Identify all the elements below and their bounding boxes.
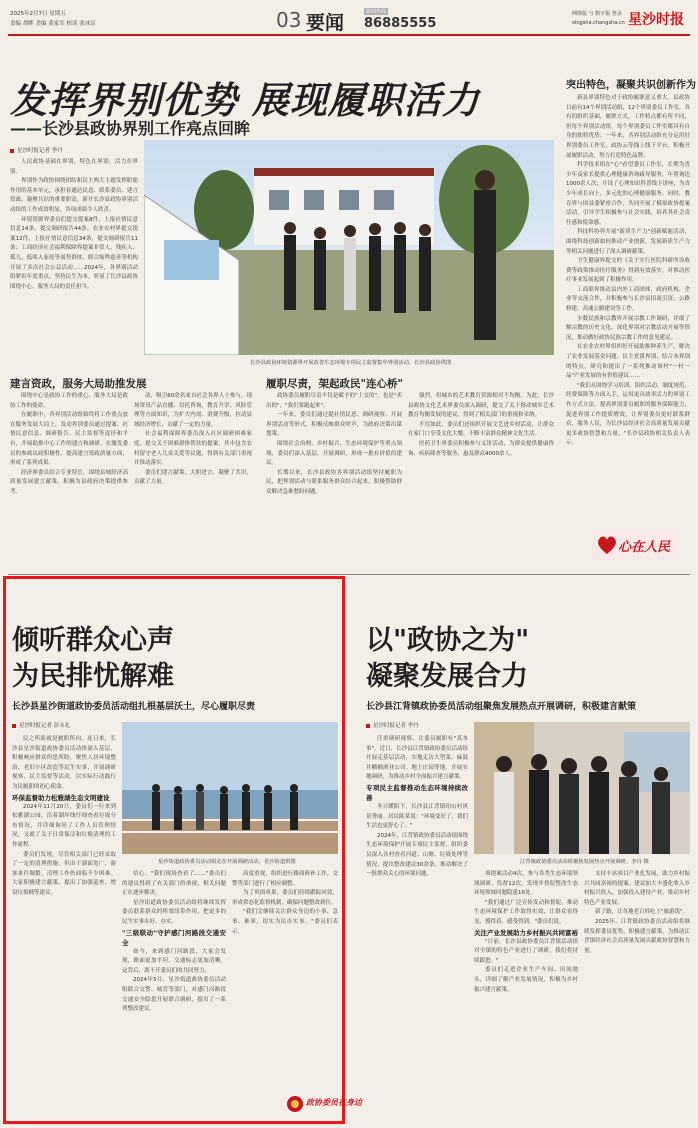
paragraph: 社会福利保障界委员深入社区调研困难家庭，提交关于困难群体帮扶的提案，其中包含农村留守老人儿童关爱等议题，得到有关部门重视并推动落实。 (134, 431, 252, 467)
masthead-editors: 责编 胡畔 美编 黄家军 校读 张冰洁 (10, 21, 96, 27)
cppcc-emblem-icon (286, 1095, 304, 1113)
paragraph: "我们会继续关注群众身边的小事、急事、难事，切实为民办实事。"委员们表示。 (232, 909, 338, 935)
section-title-left: 建言资政，服务大局助推发展 (10, 378, 147, 390)
paragraph: 冬日暖阳下，长沙县江背镇印山村风景秀丽。居民陈某说："环境变好了，我们生活也更舒心了。" (366, 803, 468, 830)
paragraph: 委员们发现，尽管相关部门已经采取了一定的清理措施，但由于湖面宽广，游客来往频繁，清理工作仍面临不少困难。大家积极建言献策，提出了加强巡查、增设垃圾桶等建议。 (12, 851, 116, 896)
page-divider (8, 574, 690, 575)
story-b-photo (474, 722, 690, 854)
paragraph: "我们通过广泛宣传发动和督促，推动生态环境保护工作取得实效，让群众看得见、摸得着、感受得到。"委员们说。 (474, 899, 578, 925)
section-left-col2 (134, 392, 252, 557)
paragraph: 科学技术组在"心"看望委员工作室，长期为青少年及家长提供心理健康咨询疏导服务，年帮询达1000余人次；开设了心理知识科普线下讲座，为青少年成长向上，多元化的心理健康服务。同时，教育界与团县委紧密合作，共同开展了模拟政协提案活动，引导学生积极参与社会实践，培养其社会责任感和使命感。 (566, 162, 690, 226)
paragraph: 一年来，委员们通过提社情民意、调研视察、开展界别活动等形式，积极反映群众呼声，为政府决策出谋划策。 (266, 412, 402, 438)
bullet-icon (366, 724, 370, 728)
story-a-title-1: 倾听群众心声 (12, 625, 174, 656)
paragraph: 2024年，江背镇政协委员活动组围绕生态环境保护开展专项民主监督，组织委员深入各村查看河道、山塘、垃圾处理等情况，提出整改建议30余条，推动解决了一批群众关心的环境问题。 (366, 832, 468, 878)
bullet-icon (12, 724, 16, 728)
badge-heart-people (592, 530, 676, 560)
story-b-subhead-1: 专项民主监督推动生态环境持续改善 (366, 783, 468, 802)
story-a-col2 (122, 870, 226, 1115)
paragraph: 2025年，江背镇政协委员活动组将继续发挥委员优势，积极建言献策，为推动江背镇经济社会高质量发展贡献政协智慧和力量。 (584, 918, 690, 954)
story-a-col1 (12, 735, 116, 1115)
section-left-col1 (10, 392, 128, 557)
paragraph: "目前，长沙县政协委员江背镇活动组对全镇的特色产业进行了调研，我们将持续跟进。" (474, 938, 578, 964)
story-a-photo-caption: 星沙街道政协委员活动组走在开展调研活动。星沙街道供图 (158, 859, 296, 865)
right-col-body (566, 94, 690, 546)
paragraph: 界别作为政协围绕团结和民主两大主题发挥职能作用的基本单元，承担着通达民意、联系委员、建言资政、凝聚共识的重要职责。新开长沙县政协界别活动组的工作成效明显，各项成绩令人欣喜。 (10, 178, 138, 213)
paragraph: 委员们建言献策，大胆进言，凝聚了共识，贡献了力量。 (134, 469, 252, 486)
masthead (0, 0, 698, 38)
logo-text: 政协委员在身边 (306, 1098, 362, 1107)
paragraph: 少数民族和宗教界开展宗教工作调研，详细了解宗教的历史文化，深化界别对宗教活动开展等情况，推动做好政协民族宗教工作的意见建议。 (566, 315, 690, 341)
paragraph: 在履职中，各界别活动组始终将工作重点放在服务发展大局上，发动界别委员通过提案、社情民意信息、调研报告、民主监督等途径和平台，开展助推中心工作的建言和调研，在激发委员的参政议政积极性、提高建言资政质量方面，形成了系列成果。 (10, 412, 128, 467)
paragraph: 项提案活动4次，参与各类生态环境领域调研、监督12次，发现并督促整改生态环境领域问题隐患16处。 (474, 871, 578, 897)
page-number: 03 (276, 8, 302, 32)
paragraph: "我们从围绕学习培训、组织活动、制度规范、经费保障等方面入手，运用更具效率活力的界别工作方式方法，提高界别委员履职的服务保障能力，促进界别工作提质增效，让界别委员更好联系群众，服务人民，为长沙县经济社会高质量发展贡献更多政协智慧和力量。"长沙县政协相关负责人表示。 (566, 382, 690, 447)
story-a-byline: 星沙时报记者 彭永礼 (12, 721, 70, 729)
masthead-rule (8, 34, 690, 36)
story-a-subtitle: 长沙县星沙街道政协委员活动组扎根基层沃土，尽心履职尽责 (12, 702, 256, 712)
paragraph: 工商联界推动县内外工商团体、政府机构，企业等交流合作，并积极参与长沙县招商引资、公路修建，高速公路建设等工作。 (566, 286, 690, 313)
paragraph: 经济界委员结合专业特长，围绕县域经济高质量发展建言献策，积极为县政府决策提供参考。 (10, 469, 128, 495)
story-b-photo-caption: 江背镇政协委员活动组聚焦发展热点开展调研。李丹 摄 (520, 859, 649, 865)
section-name: 要闻 (306, 12, 345, 34)
paragraph: 2024年5月，星沙街道政协委员活动组联合交警、城管等部门，对感门河路段交通安全隐患开展联合调研，提出了一系列整改建议。 (122, 977, 226, 1013)
right-col-title: 突出特色，凝聚共识创新作为 (566, 80, 696, 91)
newspaper-logo: 星沙时报 (628, 12, 684, 28)
paragraph: 新了路，让各地老百姓吃上"旅游饭"。 (595, 909, 689, 916)
paragraph: 委员们走进企业生产车间、田间地头，详细了解产业发展情况，积极为乡村振兴建言献策。 (474, 967, 578, 993)
lead-title: 发挥界别优势 展现履职活力 (10, 78, 480, 122)
story-a-subhead-2: "三级联动"守护感门河路段交通安全 (122, 928, 226, 947)
masthead-url: xingsha.changsha.cn (572, 20, 625, 26)
paragraph: 汪重调研视察，让委员履职有"真本事"。近日，长沙县江背镇政协委员活动组开展走基层活动，实地走访大型菜、麻鼓井棚桶酒业公司、地上庄园等地，开展实地调研，为推动乡村全面振兴建言献策。 (366, 736, 468, 781)
story-b-title-2: 凝聚发展合力 (366, 661, 528, 692)
paragraph: 在农业农村界组织好开展助推种养生产，解决了农业发展基金问题。民主党派界别，结合本界别的特点，研究和提出了一系列推动该村"一村一品"产业发展的有价值建议…… (566, 344, 690, 380)
paragraph: 如今，来到感门河路段，大家会发现，路面更加平坦，交通标志更加清晰。这背后，离不开委员们的共同努力。 (122, 948, 226, 974)
paragraph: 人民政协基础在界别，特色在界别，活力在界别。 (10, 159, 138, 175)
story-b-byline: 星沙时报记者 李丹 (366, 721, 419, 729)
hotline-number: 86885555 (364, 16, 437, 31)
story-b-col3 (584, 870, 690, 1115)
lead-photo (144, 140, 554, 355)
paragraph: 医药卫生界委员积极参与义诊活动，为群众提供健康咨询、疾病筛查等服务，惠及群众4000余人。 (408, 440, 554, 457)
paragraph: 新县界别特色对于政协履职意义重大。县政协目前有14个界别活动组，12个界别委员工作室，各有的组织基础，履职方式，工作特点都有所不同，但每个界别活动组，每个界别委员工作室都具有自身的独特优势。一年来，各界别活动组充分运用好界别委员工作室，政协云等线上线下平台，积极开展履职活动，努力打造特色品牌。 (566, 95, 690, 159)
story-a-col3 (232, 870, 338, 1092)
lead-intro (10, 158, 138, 346)
masthead-web: 网络版 与 数字报 登录 (572, 11, 622, 17)
paragraph: 强烈，但城乡的艺术教育资源相对不均衡。为此，长沙县政协文化艺术界委员深入调研，提交了关于推动城乡艺术教育均衡发展的建议，得到了相关部门的重视和采纳。 (408, 393, 554, 419)
paragraph: 信心。"我们现场查看了……"委员们的建议得到了有关部门的重视，相关问题正在逐步解决。 (122, 871, 226, 897)
paragraph: 星沙街道政协委员活动组将继续发挥委员联系群众的桥梁纽带作用，把更多的民生实事办好、办实。 (122, 899, 226, 925)
story-b-col2 (474, 870, 578, 1115)
paragraph: 民之所盼就是履职所向。连日来，长沙县星沙街道政协委员活动组深入基层，积极响应群众所思所盼，聚焦人居环境整治、老旧小区改造等民生实事，开展调研视察、民主监督等活动，以实际行动践行为民履职的初心使命。 (12, 736, 116, 790)
paragraph: 卫生健康界提交的《关于实行医院科研所设收费等政策推动医疗服务》得到有效落实，对推动医疗事业发展起到了积极作用。 (566, 258, 690, 284)
story-b-col1 (366, 735, 468, 1115)
story-b-title-1: 以"政协之为" (366, 625, 530, 656)
story-a-subhead-1: 环保监督助力松雅湖生态文明建设 (12, 793, 110, 802)
paragraph: 为了巩固成果，委员们持续跟踪问效，形成常态化监督机制，确保问题整改到位。 (232, 890, 338, 906)
section-mid-col1 (266, 392, 402, 557)
paragraph: 环境资源界委员们提交提案8件，上报社情民意信息14条，提交调研报告44条，农业农村界提交提案12件，上报社情民意信息34条，提交调研报告11条；工商经济社会福利保障界提案非常人，残疾人、孤儿、低收入家庭等弱势群体，联合缩鸣慈善等机构开展了多次社会公益活动……2024年，各界别活动组紧扣年度重点，坚持民生为本，彰显了长沙县政协围绕中心、服务大局的责任担当。 (10, 216, 138, 290)
paragraph: 围绕社会治理、乡村振兴、生态环境保护等重点领域，委员们深入基层，开展调研，形成一批有价值的建议。 (266, 440, 402, 467)
paragraph: 科技科协界开展"新质生产力"创新赋能活动，围绕科技创新如何推动产业创新，发展新质生产力等相关问题进行了深入调研献策。 (566, 229, 690, 255)
paragraph: 2024年11月20日，委员们一行来到松雅湖公园，沿着湖岸线仔细查看垃圾分布情况，并详细询问了工作人员管理情况，又就了关于日常保洁和垃圾清理的工作流程。 (12, 803, 116, 848)
lead-byline: 星沙时报记者 李丹 (10, 146, 63, 154)
paragraph: 动，吸引60余名来自社会各界人士参与，现场资讯产品直播、信托咨询，教育升学、风险管理等方面知识，为扩大内需、消费升级，拉动县域经济增长，贡献了一定的力量。 (134, 393, 252, 428)
paragraph: 长期以来，长沙县政协各界别活动组坚持履职为民，把界别活动与联系服务群众结合起来，积极帮助群众解决急难愁盼问题。 (266, 469, 402, 495)
section-title-mid: 履职尽责，架起政民"连心桥" (266, 378, 403, 390)
hotline-label: 新闻热线 (366, 9, 387, 15)
story-b-subtitle: 长沙县江背镇政协委员活动组聚焦发展热点开展调研，积极建言献策 (366, 702, 637, 712)
badge-label: 心在人民 (618, 540, 671, 555)
bullet-icon (10, 149, 14, 153)
story-a-title-2: 为民排忧解难 (12, 661, 174, 692)
section-mid-col2 (408, 392, 554, 557)
paragraph: 政协委员履职尽责不仅是赋予的"上交的"，也是"卖出的"，"我们要跑起来"。 (266, 393, 402, 409)
masthead-date: 2025年2月7日 星期五 (10, 11, 66, 17)
heart-icon (596, 534, 618, 556)
story-b-subhead-2: 关注产业发展助力乡村振兴共同富裕 (474, 928, 578, 937)
paragraph: 不仅如此，委员们还组织开展文艺进乡村活动，让群众在家门口享受文化大餐，不断丰富群众精神文化生活。 (408, 421, 554, 438)
lead-subtitle: ——长沙县政协界别工作亮点回眸 (10, 119, 251, 138)
paragraph: 高度重视，组织进行路面修补工作，交警等部门进行了相应调整。 (232, 871, 338, 887)
story-a-photo (122, 722, 338, 854)
paragraph: 支持丰富项目产业化发展，助力乡村振兴共同富裕的提案。建议加大丰盛化收入乡村振兴投入，加强投入建设产业，推动乡村特色产业发展。 (584, 871, 690, 906)
paragraph: 围绕中心是政协工作的重心，服务大局是政协工作的使命。 (10, 393, 128, 409)
lead-photo-caption: 长沙县政协环境资源界开展改善生态环境专项民主监督集中界别活动，长沙县政协供图 (250, 360, 452, 366)
